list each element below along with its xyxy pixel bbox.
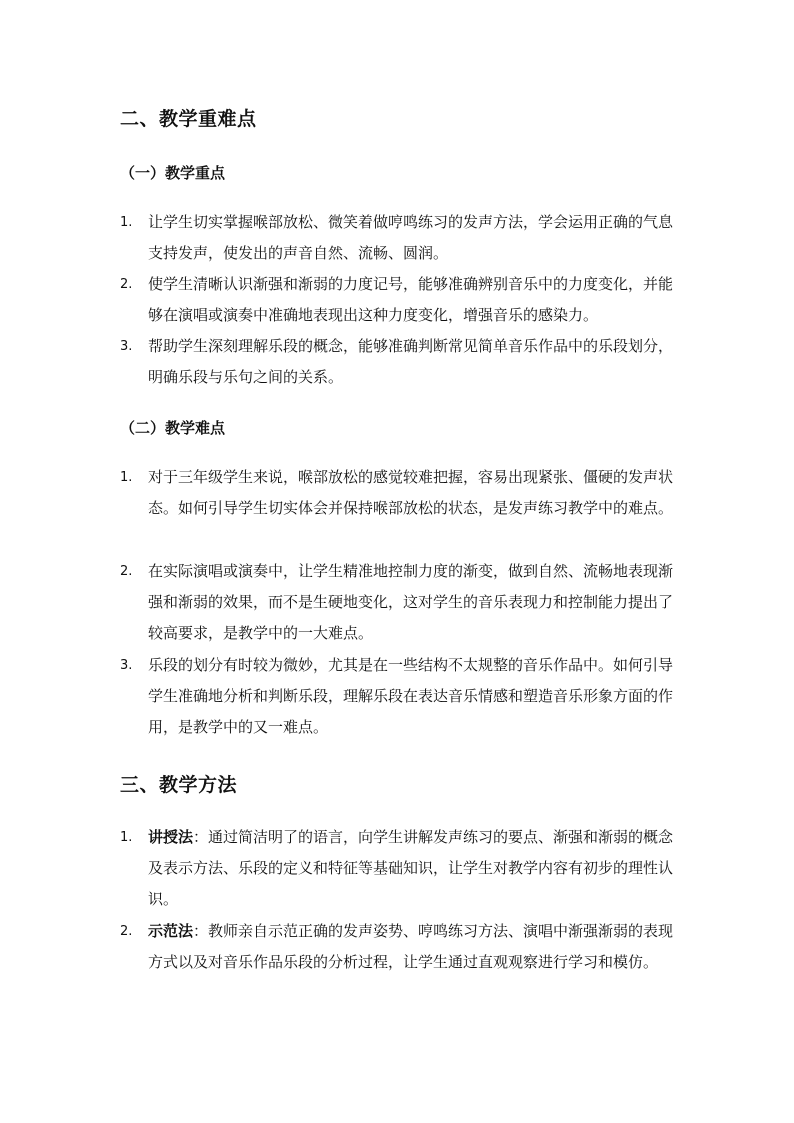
section-heading-teaching-methods: 三、教学方法 bbox=[120, 774, 238, 796]
list-number: 1. bbox=[120, 830, 133, 845]
list-item bbox=[120, 650, 680, 743]
list-number: 1. bbox=[120, 215, 133, 230]
list-item bbox=[120, 916, 680, 978]
list-text: 乐段的划分有时较为微妙，尤其是在一些结构不太规整的音乐作品中。如何引导学生准确地分析和判断乐段，理解乐段在表达音乐情感和塑造音乐形象方面的作用，是教学中的又一难点。 bbox=[148, 656, 674, 736]
method-name: 讲授法 bbox=[148, 828, 194, 846]
list-number: 3. bbox=[120, 339, 133, 354]
list-text bbox=[148, 916, 680, 978]
list-item bbox=[120, 331, 680, 393]
subsection-heading-key-points: （一）教学重点 bbox=[120, 164, 226, 182]
list-text: 让学生切实掌握喉部放松、微笑着做哼鸣练习的发声方法，学会运用正确的气息支持发声，使发出的声音自然、流畅、圆润。 bbox=[148, 213, 674, 262]
list-text: 帮助学生深刻理解乐段的概念，能够准确判断常见简单音乐作品中的乐段划分，明确乐段与乐句之间的关系。 bbox=[148, 337, 674, 386]
list-number: 2. bbox=[120, 277, 133, 292]
list-text: 对于三年级学生来说，喉部放松的感觉较难把握，容易出现紧张、僵硬的发声状态。如何引导学生切实体会并保持喉部放松的状态，是发声练习教学中的难点。 bbox=[148, 468, 674, 517]
subsection-heading-difficult-points: （二）教学难点 bbox=[120, 419, 226, 437]
list-item bbox=[120, 207, 680, 269]
list-item bbox=[120, 556, 680, 649]
list-item bbox=[120, 462, 680, 524]
list-number: 2. bbox=[120, 564, 133, 579]
list-number: 1. bbox=[120, 470, 133, 485]
list-number: 2. bbox=[120, 924, 133, 939]
list-text: 使学生清晰认识渐强和渐弱的力度记号，能够准确辨别音乐中的力度变化，并能够在演唱或演奏中准确地表现出这种力度变化，增强音乐的感染力。 bbox=[148, 275, 674, 324]
list-item bbox=[120, 822, 680, 915]
method-description: ：通过简洁明了的语言，向学生讲解发声练习的要点、渐强和渐弱的概念及表示方法、乐段的定义和特征等基础知识，让学生对教学内容有初步的理性认识。 bbox=[148, 828, 674, 908]
section-heading-key-difficult-points: 二、教学重难点 bbox=[120, 108, 257, 130]
list-text: 在实际演唱或演奏中，让学生精准地控制力度的渐变，做到自然、流畅地表现渐强和渐弱的效果，而不是生硬地变化，这对学生的音乐表现力和控制能力提出了较高要求，是教学中的一大难点。 bbox=[148, 562, 674, 642]
method-description: ：教师亲自示范正确的发声姿势、哼鸣练习方法、演唱中渐强渐弱的表现方式以及对音乐作品乐段的分析过程，让学生通过直观观察进行学习和模仿。 bbox=[148, 922, 674, 971]
list-item bbox=[120, 269, 680, 331]
method-name: 示范法 bbox=[148, 922, 194, 940]
list-text bbox=[148, 822, 680, 915]
list-number: 3. bbox=[120, 658, 133, 673]
